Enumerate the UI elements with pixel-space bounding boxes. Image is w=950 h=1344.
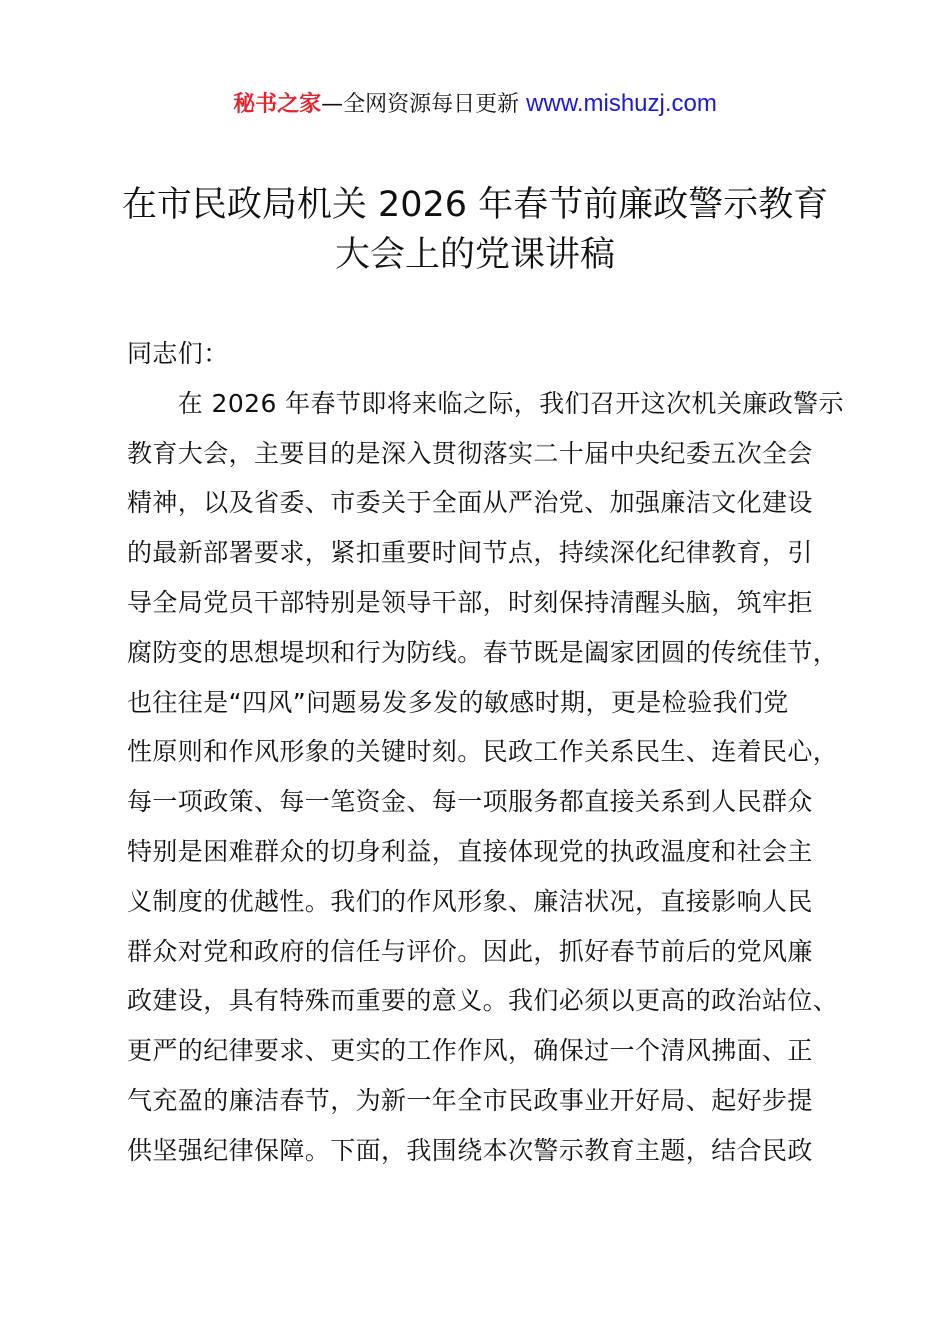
- body-line: 在 2026 年春节即将来临之际，我们召开这次机关廉政警示: [127, 388, 844, 418]
- body-line: 性原则和作风形象的关键时刻。民政工作关系民生、连着民心，: [127, 737, 839, 767]
- body-line: 气充盈的廉洁春节，为新一年全市民政事业开好局、起好步提: [127, 1085, 813, 1115]
- title-line-2: 大会上的党课讲稿: [334, 235, 615, 275]
- body-line: 供坚强纪律保障。下面，我围绕本次警示教育主题，结合民政: [127, 1135, 813, 1165]
- site-banner: [0, 88, 950, 121]
- body-line: 更严的纪律要求、更实的工作作风，确保过一个清风拂面、正: [127, 1036, 813, 1066]
- salutation: 同志们：: [127, 339, 229, 368]
- banner-slogan: —全网资源每日更新: [321, 92, 527, 117]
- body-line: 也往往是“四风”问题易发多发的敏感时期，更是检验我们党: [127, 687, 789, 717]
- title-line-1: 在市民政局机关 2026 年春节前廉政警示教育: [121, 185, 829, 225]
- body-line: 腐防变的思想堤坝和行为防线。春节既是阖家团圆的传统佳节，: [127, 637, 839, 667]
- body-line: 导全局党员干部特别是领导干部，时刻保持清醒头脑，筑牢拒: [127, 587, 813, 617]
- body-line: 特别是困难群众的切身利益，直接体现党的执政温度和社会主: [127, 836, 813, 866]
- body-line: 每一项政策、每一笔资金、每一项服务都直接关系到人民群众: [127, 787, 813, 817]
- body-line: 教育大会，主要目的是深入贯彻落实二十届中央纪委五次全会: [127, 438, 813, 468]
- document-title: [0, 180, 950, 280]
- site-url-link[interactable]: www.mishuzj.com: [526, 90, 717, 117]
- body-line: 政建设，具有特殊而重要的意义。我们必须以更高的政治站位、: [127, 986, 839, 1016]
- body-line: 的最新部署要求，紧扣重要时间节点，持续深化纪律教育，引: [127, 538, 813, 568]
- body-line: 义制度的优越性。我们的作风形象、廉洁状况，直接影响人民: [127, 886, 813, 916]
- body-line: 群众对党和政府的信任与评价。因此，抓好春节前后的党风廉: [127, 936, 813, 966]
- brand-name: 秘书之家: [233, 92, 322, 117]
- body-line: 精神，以及省委、市委关于全面从严治党、加强廉洁文化建设: [127, 488, 813, 518]
- document-body: [127, 329, 887, 1176]
